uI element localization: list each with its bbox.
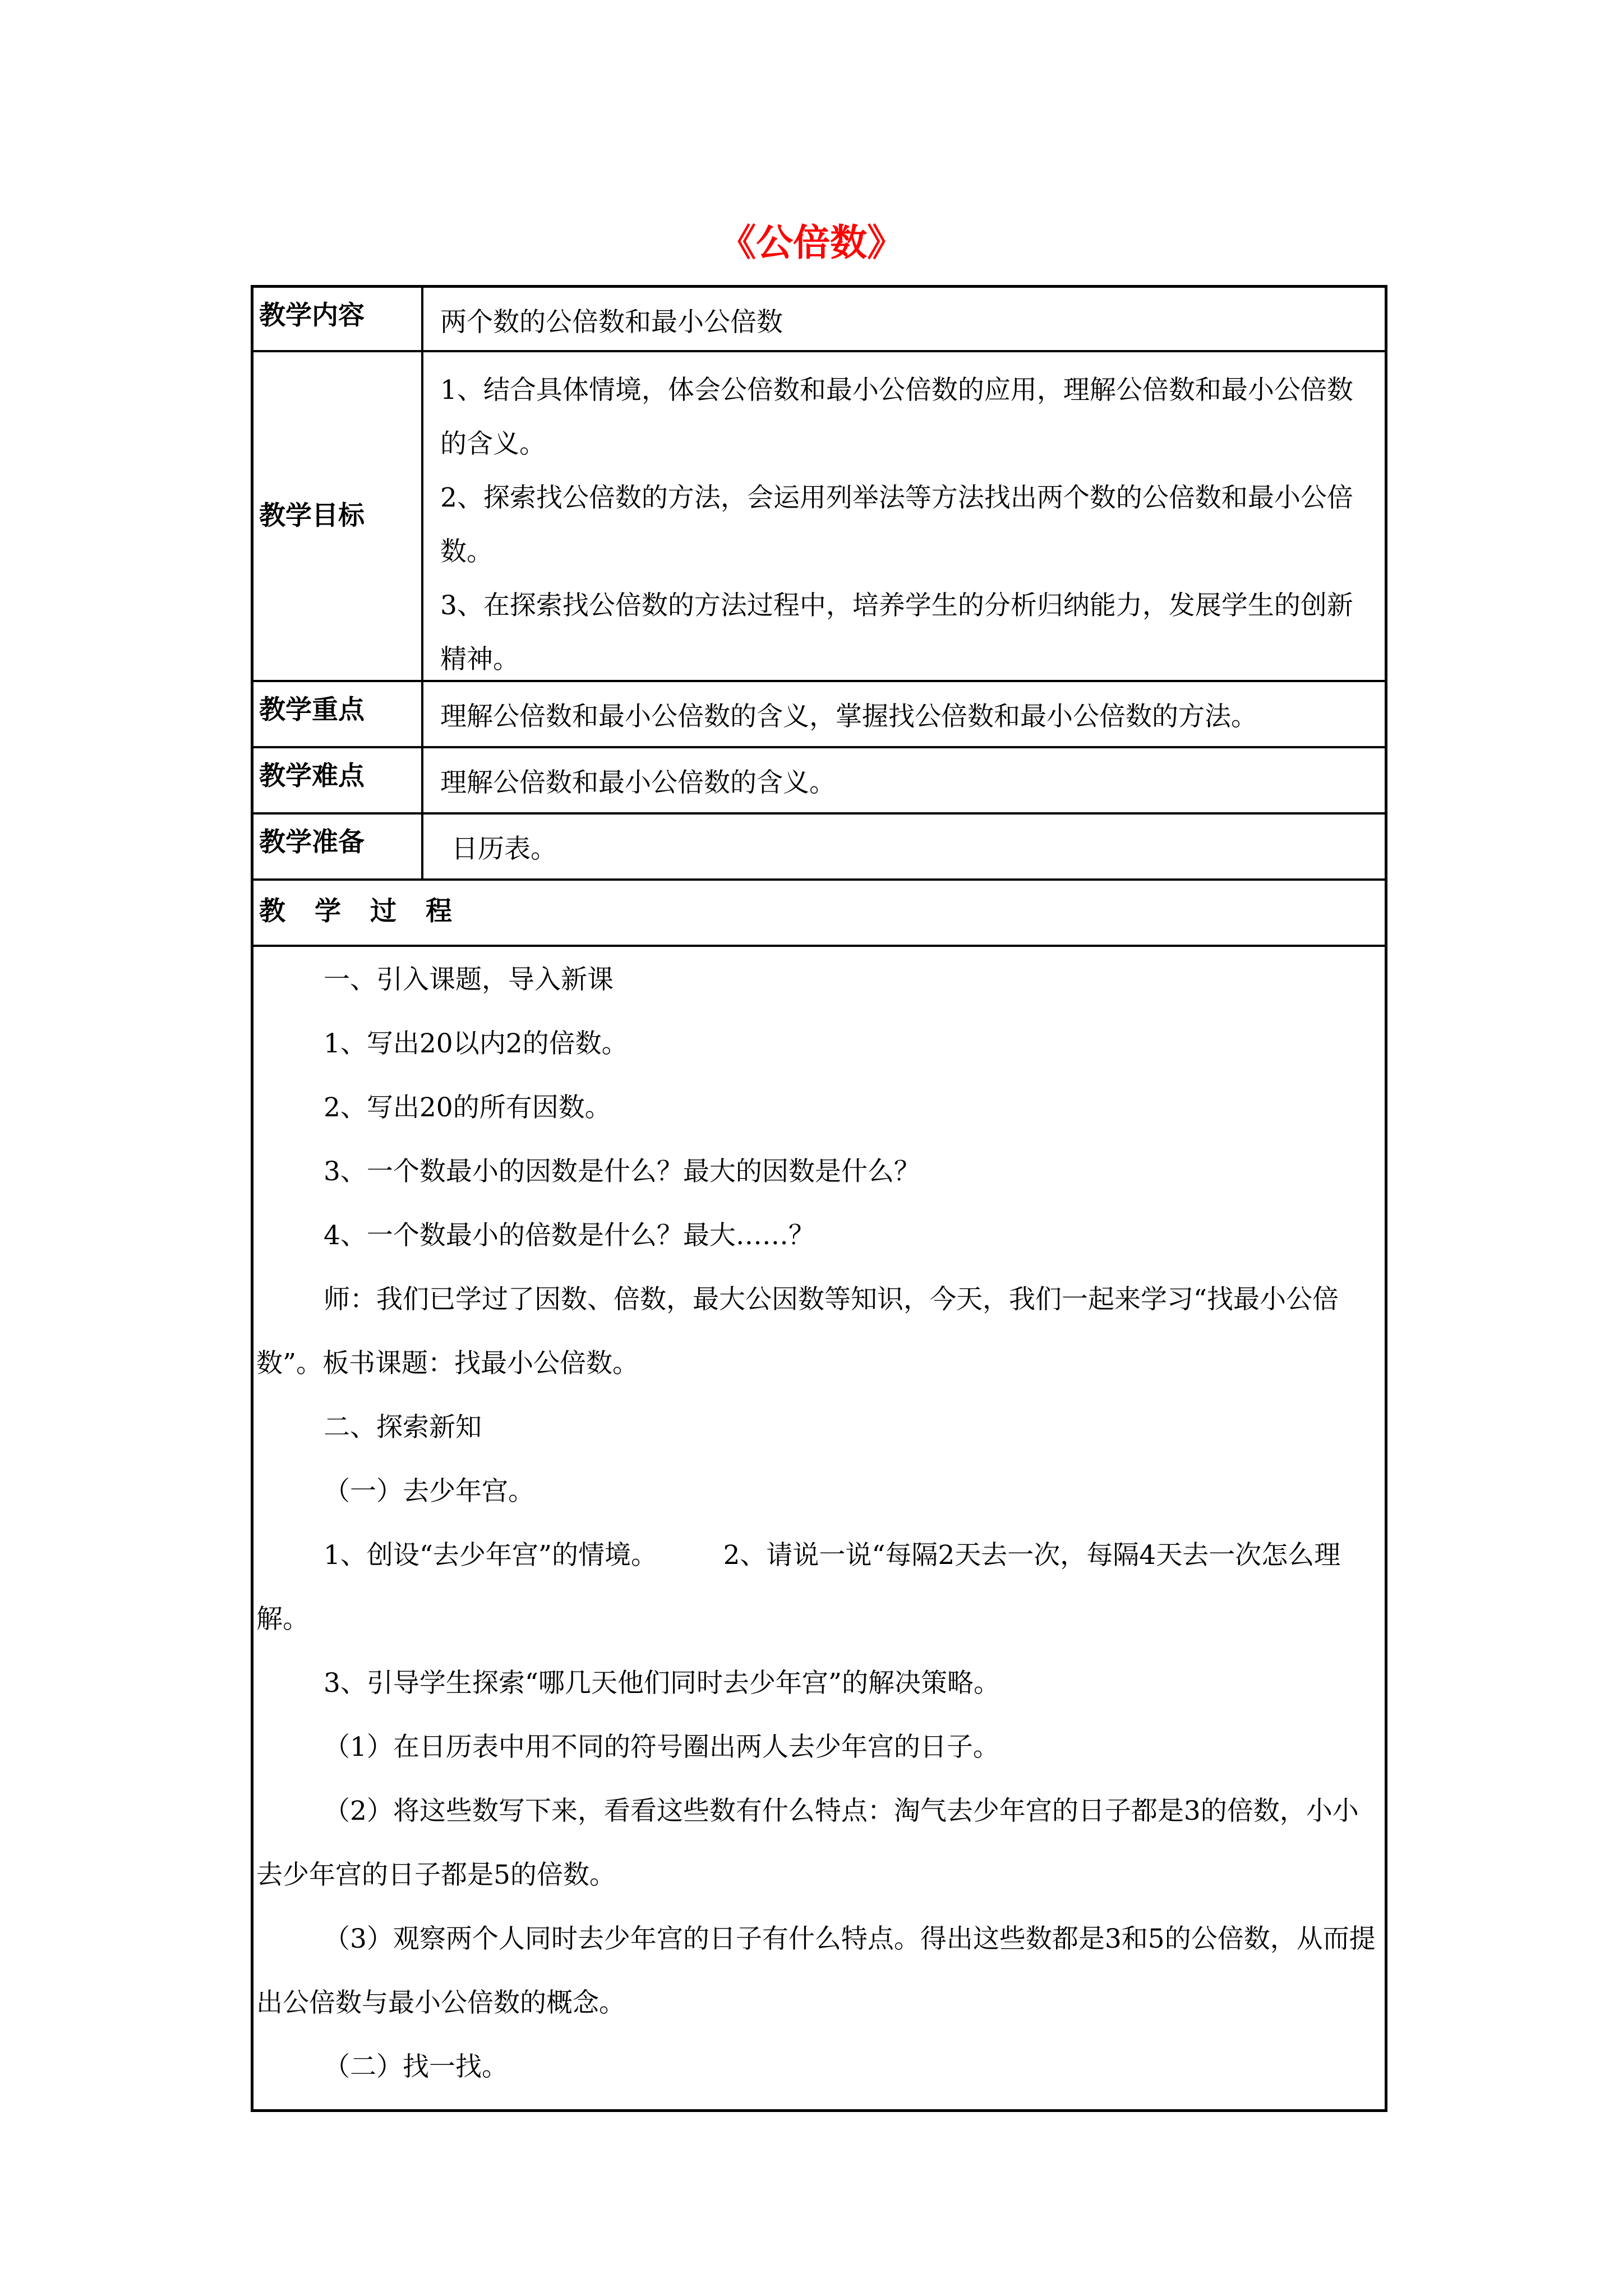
- process-paragraph: （3）观察两个人同时去少年宫的日子有什么特点。得出这些数都是3和5的公倍数，从而提出公倍数与最小公倍数的概念。: [256, 1924, 1376, 2018]
- label-preparation: 教学准备: [253, 815, 423, 878]
- label-content: 教学内容: [253, 288, 423, 350]
- row-process-header: [253, 881, 1385, 947]
- process-paragraph: 3、引导学生探索“哪几天他们同时去少年宫”的解决策略。: [324, 1668, 1000, 1699]
- lesson-plan-table: [251, 285, 1387, 2112]
- value-key-points: 理解公倍数和最小公倍数的含义，掌握找公倍数和最小公倍数的方法。: [440, 701, 1257, 732]
- label-key-points: 教学重点: [253, 682, 423, 746]
- process-paragraph: （二）找一找。: [324, 2051, 508, 2082]
- goal-item: 1、结合具体情境，体会公倍数和最小公倍数的应用，理解公倍数和最小公倍数的含义。: [440, 375, 1353, 459]
- goal-item: 2、探索找公倍数的方法，会运用列举法等方法找出两个数的公倍数和最小公倍数。: [440, 482, 1353, 567]
- value-content: 两个数的公倍数和最小公倍数: [440, 307, 783, 338]
- value-goals: [423, 352, 1385, 680]
- goal-item: 3、在探索找公倍数的方法过程中，培养学生的分析归纳能力，发展学生的创新精神。: [440, 590, 1353, 675]
- process-paragraph: 二、探索新知: [324, 1412, 482, 1443]
- label-difficulty: 教学难点: [253, 748, 423, 812]
- label-goals: [253, 352, 423, 680]
- value-difficulty: 理解公倍数和最小公倍数的含义。: [440, 767, 836, 798]
- process-paragraph: 4、一个数最小的倍数是什么？最大……？: [324, 1220, 815, 1251]
- row-preparation: [253, 815, 1385, 881]
- process-paragraph: （一）去少年宫。: [324, 1476, 534, 1507]
- process-paragraph: 1、写出20以内2的倍数。: [324, 1028, 628, 1059]
- row-key-points: [253, 682, 1385, 748]
- process-paragraph: 3、一个数最小的因数是什么？最大的因数是什么？: [324, 1156, 920, 1187]
- process-paragraph: 一、引入课题，导入新课: [324, 964, 614, 995]
- value-preparation: 日历表。: [451, 834, 557, 864]
- process-paragraph: （1）在日历表中用不同的符号圈出两人去少年宫的日子。: [324, 1732, 999, 1763]
- row-content: [253, 288, 1385, 352]
- process-paragraph: 师：我们已学过了因数、倍数，最大公因数等知识，今天，我们一起来学习“找最小公倍数”。板书课题：找最小公倍数。: [256, 1284, 1339, 1379]
- row-difficulty: [253, 748, 1385, 815]
- process-paragraph: 2、写出20的所有因数。: [324, 1092, 611, 1123]
- process-paragraph: （2）将这些数写下来，看看这些数有什么特点：淘气去少年宫的日子都是3的倍数，小小去少年宫的日子都是5的倍数。: [256, 1796, 1359, 1890]
- document-title: 《公倍数》: [719, 221, 904, 264]
- label-goals-text: 教学目标: [259, 500, 365, 531]
- row-goals: [253, 352, 1385, 682]
- process-heading: 教学过程: [259, 896, 481, 927]
- process-paragraph: 1、创设“去少年宫”的情境。 2、请说一说“每隔2天去一次，每隔4天去一次怎么理解。: [256, 1540, 1341, 1635]
- process-body: [253, 948, 1385, 2099]
